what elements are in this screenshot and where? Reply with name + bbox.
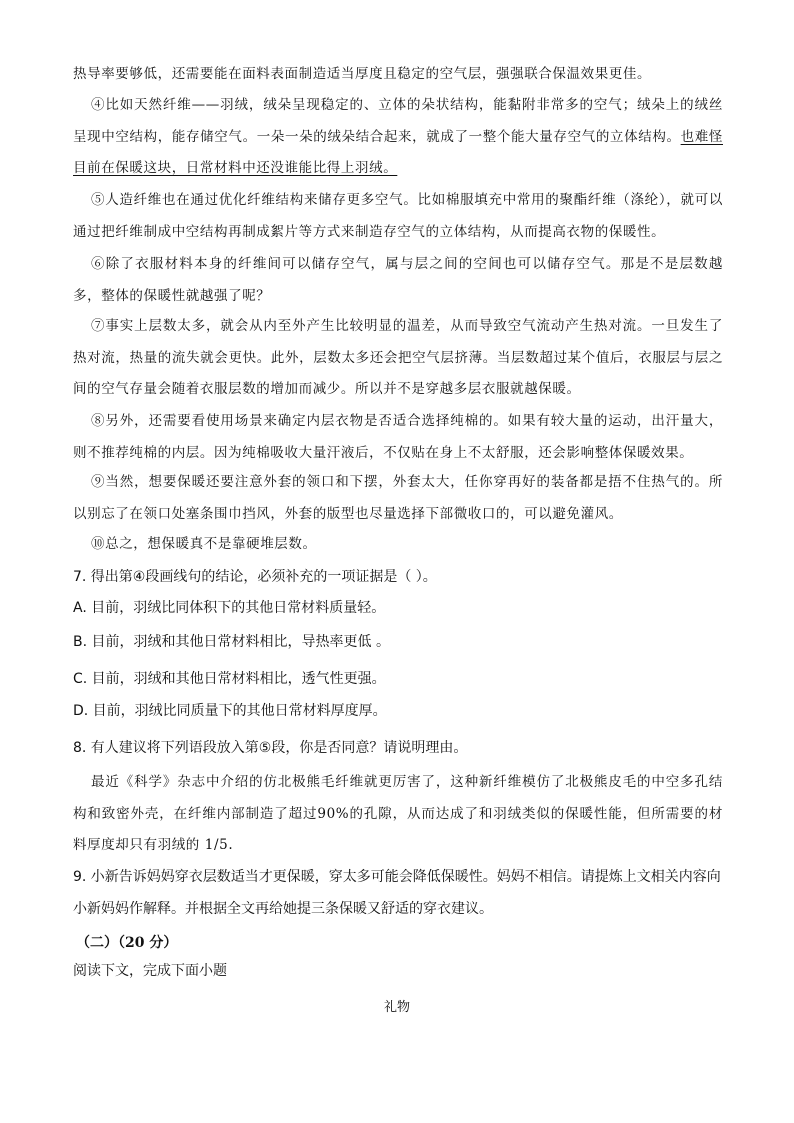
question-7-option-b: B. 目前，羽绒和其他日常材料相比，导热率更低 。 xyxy=(73,634,390,650)
paragraph-7: ⑦事实上层数太多，就会从内至外产生比较明显的温差，从而导致空气流动产生热对流。一旦发生了热对流，热量的流失就会更快。此外，层数太多还会把空气层挤薄。当层数超过某个值后，衣服层与层之间的空气存量会随着衣服层数的增加而减少。所以并不是穿越多层衣服就越保暖。 xyxy=(73,318,723,397)
story-title: 礼物 xyxy=(383,1000,410,1015)
paragraph-10: ⑩总之，想保暖真不是靠硬堆层数。 xyxy=(91,536,317,552)
question-8-quote: 最近《科学》杂志中介绍的仿北极熊毛纤维就更厉害了，这种新纤维模仿了北极熊皮毛的中空多孔结构和致密外壳，在纤维内部制造了超过90%的孔隙，从而达成了和羽绒类似的保暖性能，但所需要的材料厚度却只有羽绒的 1/5. xyxy=(73,774,723,853)
paragraph-3-continuation: 热导率要够低，还需要能在面料表面制造适当厚度且稳定的空气层，强强联合保温效果更佳。 xyxy=(73,66,652,82)
paragraph-8: ⑧另外，还需要看使用场景来确定内层衣物是否适合选择纯棉的。如果有较大量的运动，出汗量大，则不推荐纯棉的内层。因为纯棉吸收大量汗液后，不仅贴在身上不太舒服，还会影响整体保暖效果。 xyxy=(73,413,723,461)
section-2-heading: （二）（20 分） xyxy=(76,935,178,951)
section-2-instruction: 阅读下文，完成下面小题 xyxy=(73,963,227,979)
paragraph-6: ⑥除了衣服材料本身的纤维间可以储存空气，属与层之间的空间也可以储存空气。那是不是层数越多，整体的保暖性就越强了呢？ xyxy=(73,256,723,304)
paragraph-5: ⑤人造纤维也在通过优化纤维结构来储存更多空气。比如棉服填充中常用的聚酯纤维（涤纶），就可以通过把纤维制成中空结构再制成絮片等方式来制造存空气的立体结构，从而提高衣物的保暖性。 xyxy=(73,192,723,240)
question-8-stem: 8. 有人建议将下列语段放入第⑤段，你是否同意？请说明理由。 xyxy=(73,740,468,756)
underlined-sentence-part-2: 目前在保暖这块，日常材料中还没谁能比得上羽绒。 xyxy=(73,160,398,176)
question-7-stem: 7. 得出第④段画线句的结论，必须补充的一项证据是（ ）。 xyxy=(73,569,437,585)
question-7-option-a: A. 目前，羽绒比同体积下的其他日常材料质量轻。 xyxy=(73,600,386,616)
question-7-option-c: C. 目前，羽绒和其他日常材料相比，透气性更强。 xyxy=(73,671,386,687)
paragraph-9: ⑨当然，想要保暖还要注意外套的领口和下摆，外套太大，任你穿再好的装备都是捂不住热气的。所以别忘了在领口处塞条围巾挡风，外套的版型也尽量选择下部微收口的，可以避免灌风。 xyxy=(73,474,723,522)
underlined-sentence-part-1: 也难怪 xyxy=(680,128,723,145)
question-9-stem: 9. 小新告诉妈妈穿衣层数适当才更保暖，穿太多可能会降低保暖性。妈妈不相信。请提炼上文相关内容向小新妈妈作解释。并根据全文再给她提三条保暖又舒适的穿衣建议。 xyxy=(73,869,721,917)
paragraph-4 xyxy=(73,90,723,185)
question-7-option-d: D. 目前，羽绒比同质量下的其他日常材料厚度厚。 xyxy=(73,703,387,719)
paragraph-4-text: ④比如天然纤维——羽绒，绒朵呈现稳定的、立体的朵状结构，能黏附非常多的空气；绒朵上的绒丝呈现中空结构，能存储空气。一朵一朵的绒朵结合起来，就成了一整个能大量存空气的立体结构。 xyxy=(73,97,723,145)
